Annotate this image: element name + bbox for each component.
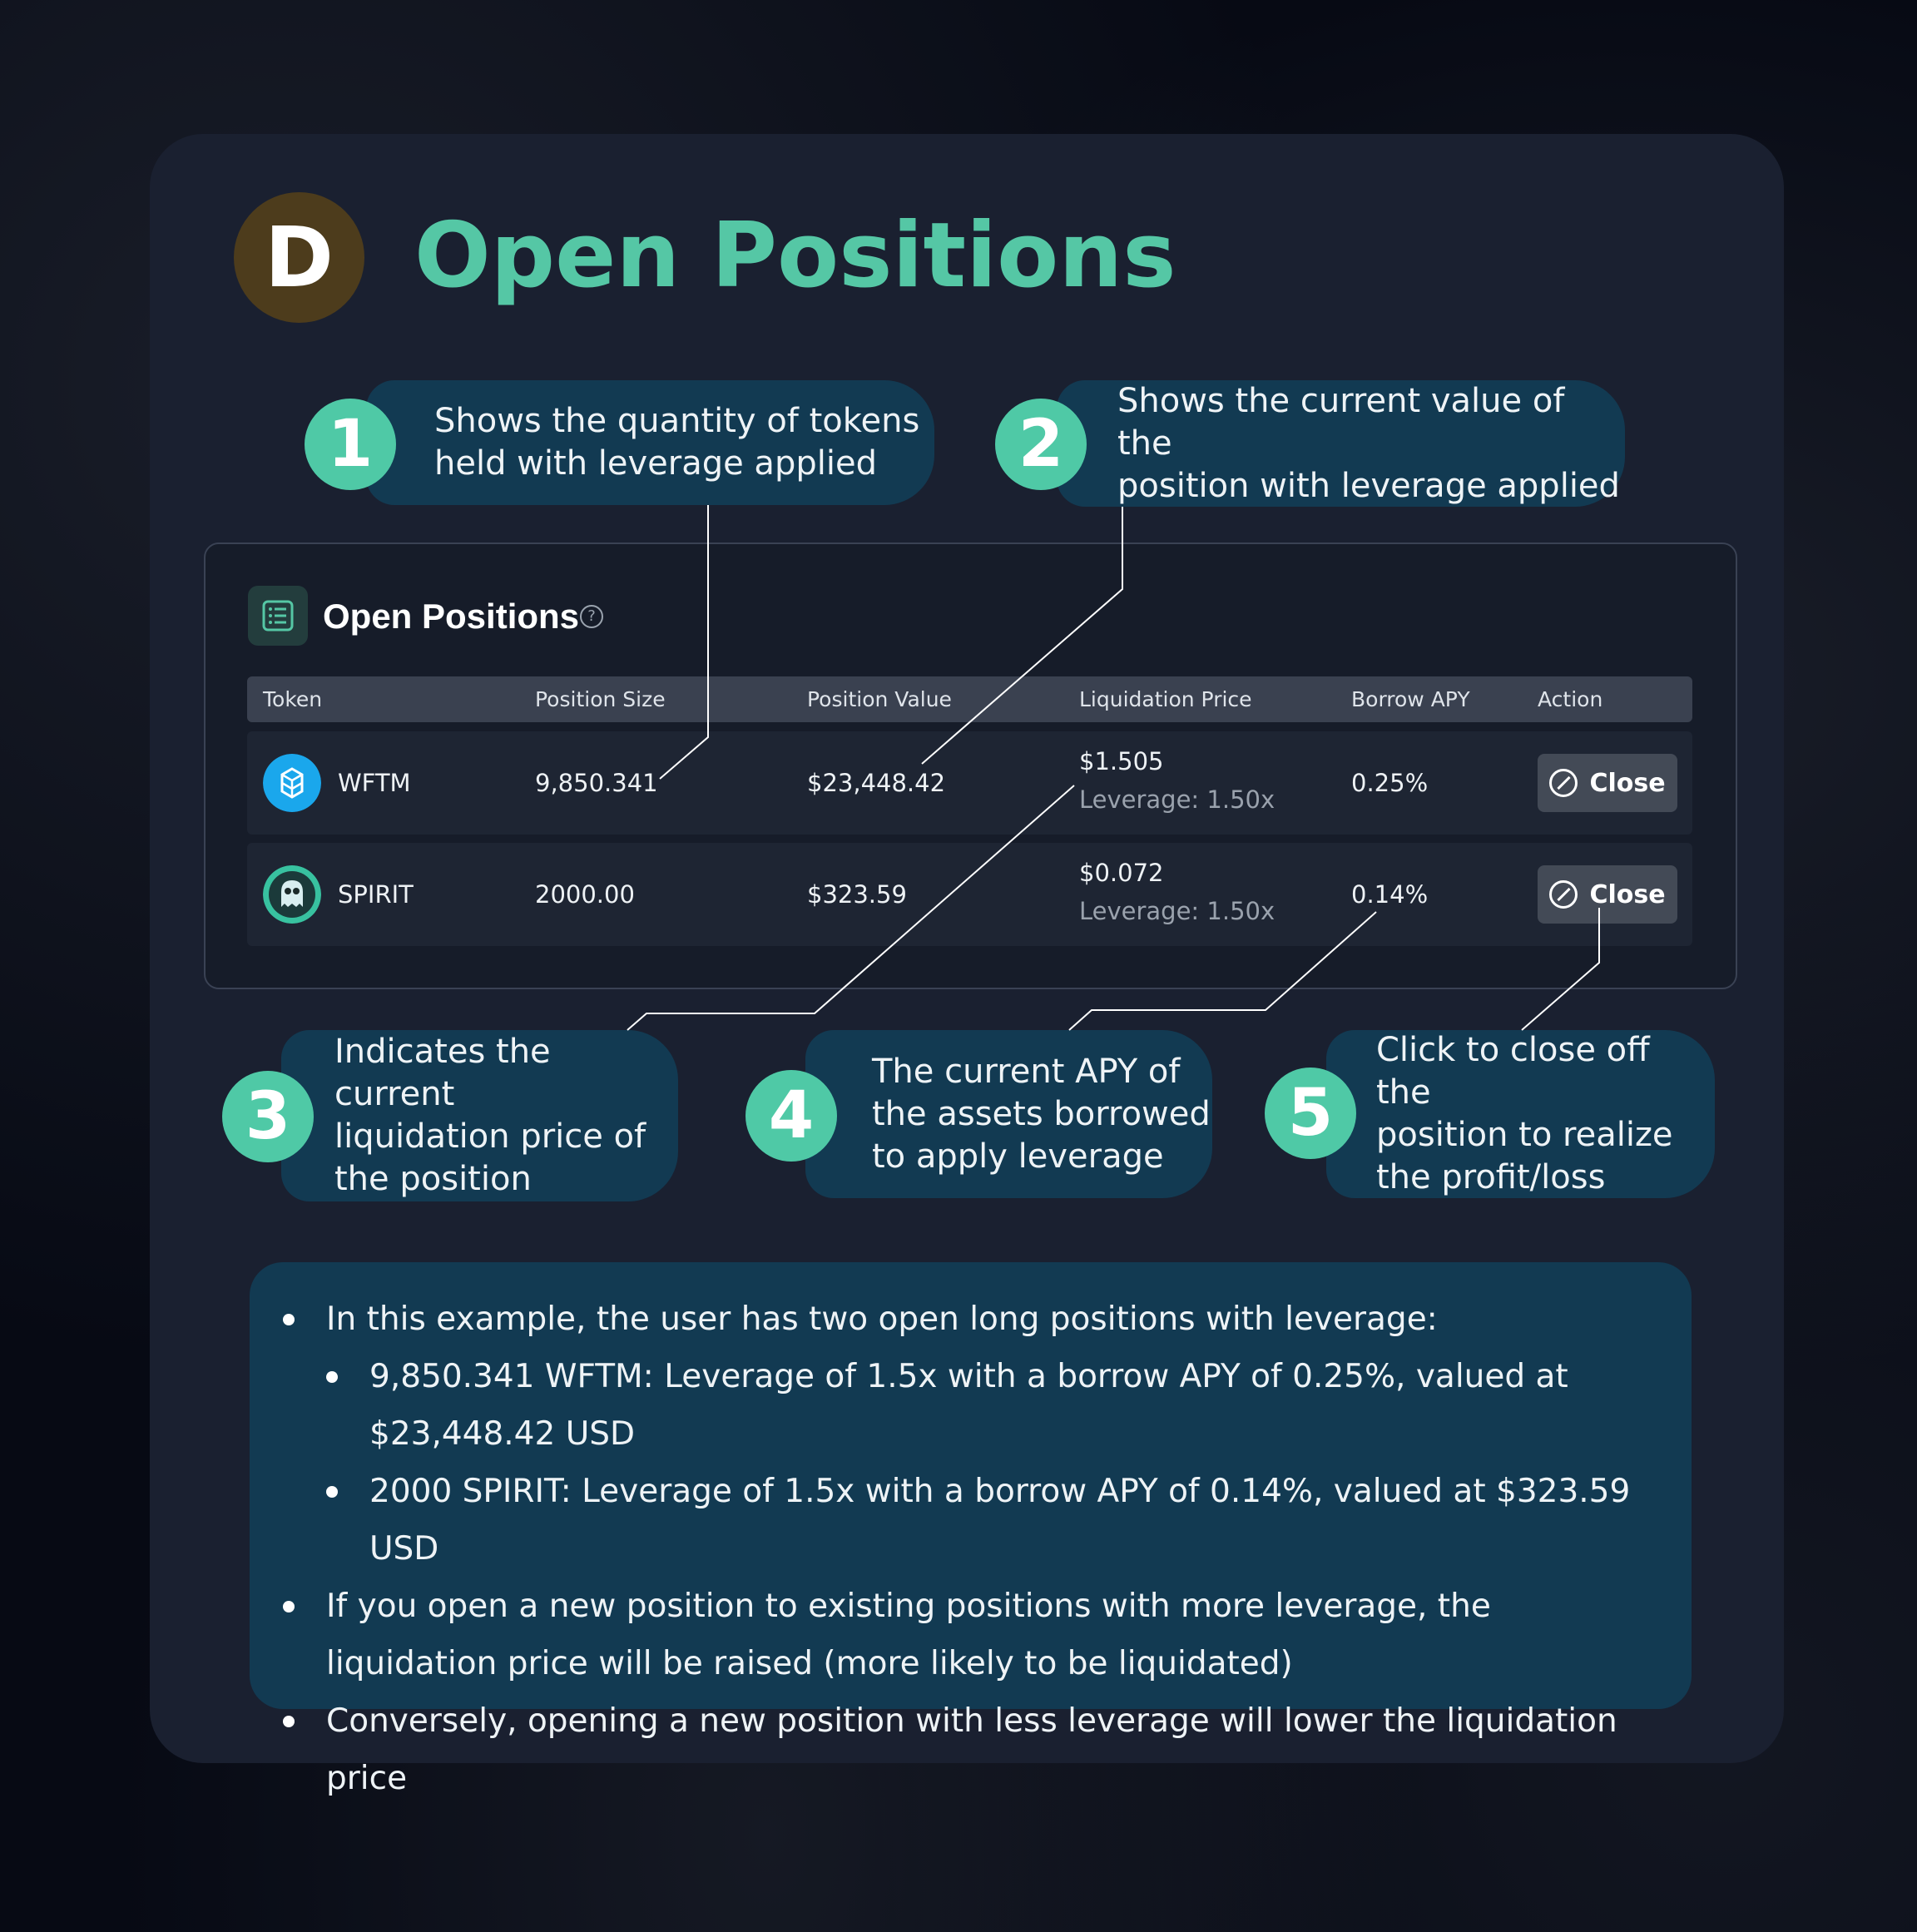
help-circle-icon[interactable]: ? [580, 605, 603, 628]
liquidation-price: $1.505 [1079, 747, 1164, 775]
leverage-value: Leverage: 1.50x [1079, 785, 1276, 814]
column-position-value: Position Value [807, 687, 952, 711]
table-row [247, 843, 1692, 946]
position-value: $323.59 [807, 880, 907, 909]
borrow-apy: 0.14% [1351, 880, 1429, 909]
close-button-label: Close [1589, 768, 1666, 798]
leverage-value: Leverage: 1.50x [1079, 897, 1276, 925]
callout-3-number: 3 [222, 1071, 314, 1162]
page-title: Open Positions [414, 204, 1176, 308]
column-borrow-apy: Borrow APY [1351, 687, 1470, 711]
spirit-ghost-icon [263, 865, 321, 924]
fantom-icon [263, 754, 321, 812]
callout-4-number: 4 [746, 1070, 837, 1162]
note-subitem: 2000 SPIRIT: Leverage of 1.5x with a borrow APY of 0.14%, valued at $323.59 USD [326, 1463, 1658, 1578]
list-icon [248, 586, 308, 646]
close-button[interactable] [1538, 865, 1677, 924]
callout-4 [805, 1030, 1212, 1198]
column-action: Action [1538, 687, 1603, 711]
callout-4-text: The current APY of the assets borrowed to apply leverage [872, 1052, 1211, 1176]
callout-1-text: Shows the quantity of tokens held with leverage applied [434, 402, 920, 483]
cancel-circle-icon [1549, 880, 1578, 909]
note-subitem: 9,850.341 WFTM: Leverage of 1.5x with a borrow APY of 0.25%, valued at $23,448.42 USD [326, 1348, 1658, 1463]
position-size: 2000.00 [535, 880, 635, 909]
column-position-size: Position Size [535, 687, 666, 711]
column-liquidation-price: Liquidation Price [1079, 687, 1252, 711]
token-name: SPIRIT [338, 880, 414, 909]
position-value: $23,448.42 [807, 769, 946, 797]
token-name: WFTM [338, 769, 411, 797]
notes-box [250, 1262, 1692, 1797]
callout-5-number: 5 [1265, 1068, 1356, 1159]
section-badge: D [234, 192, 364, 323]
callout-1-number: 1 [305, 399, 396, 490]
callout-3 [281, 1030, 678, 1201]
close-button[interactable] [1538, 754, 1677, 812]
note-item: Conversely, opening a new position with less leverage will lower the liquidation price [283, 1692, 1658, 1807]
liquidation-price: $0.072 [1079, 859, 1164, 887]
cancel-circle-icon [1549, 769, 1578, 797]
callout-5 [1326, 1030, 1715, 1198]
borrow-apy: 0.25% [1351, 769, 1429, 797]
callout-2-number: 2 [995, 399, 1087, 490]
position-size: 9,850.341 [535, 769, 658, 797]
callout-1 [366, 380, 934, 505]
note-item: If you open a new position to existing positions with more leverage, the liquidation price will be raised (more likely to be liquidated) [283, 1578, 1658, 1692]
column-token: Token [263, 687, 323, 711]
close-button-label: Close [1589, 879, 1666, 909]
table-row [247, 731, 1692, 835]
callout-5-text: Click to close off the position to realize the profit/loss [1376, 1031, 1673, 1196]
callout-2 [1057, 380, 1625, 507]
panel-title: Open Positions [323, 597, 580, 636]
note-item: In this example, the user has two open long positions with leverage: [283, 1290, 1658, 1348]
callout-3-text: Indicates the current liquidation price of the position [334, 1033, 646, 1198]
table-header [247, 676, 1692, 722]
callout-2-text: Shows the current value of the position with leverage applied [1117, 381, 1620, 505]
